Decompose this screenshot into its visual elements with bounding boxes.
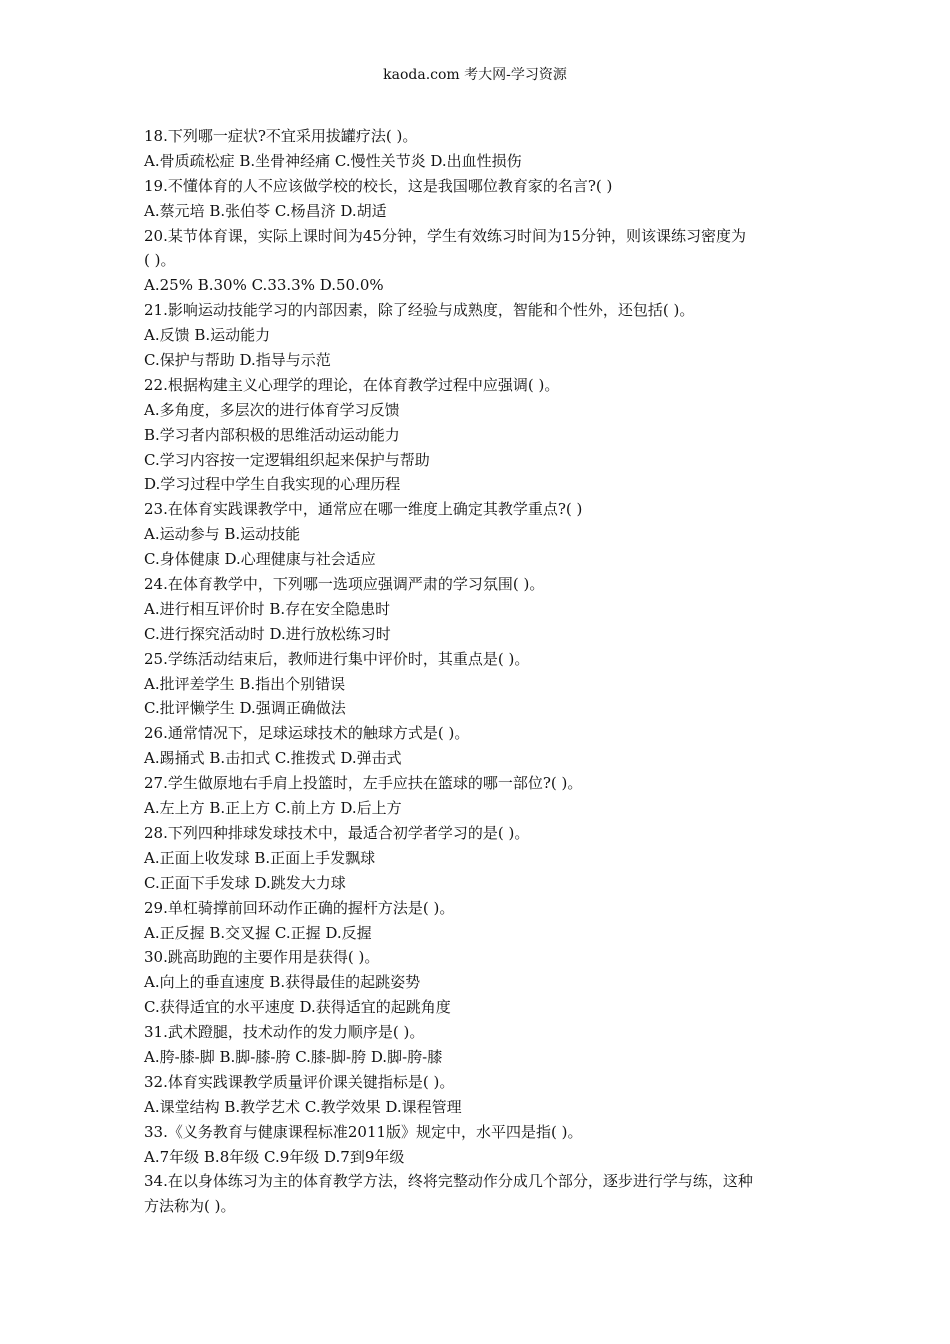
text-line: 28.下列四种排球发球技术中，最适合初学者学习的是( )。 (144, 823, 530, 842)
text-line: A.7年级 B.8年级 C.9年级 D.7到9年级 (144, 1147, 405, 1166)
text-line: A.向上的垂直速度 B.获得最佳的起跳姿势 (144, 973, 421, 992)
text-line: C.正面下手发球 D.跳发大力球 (144, 873, 346, 892)
text-line: 32.体育实践课教学质量评价课关键指标是( )。 (144, 1072, 455, 1091)
text-line: 30.跳高助跑的主要作用是获得( )。 (144, 948, 380, 967)
text-line: 方法称为( )。 (144, 1197, 236, 1216)
document-body (144, 124, 812, 1219)
text-line: A.课堂结构 B.教学艺术 C.教学效果 D.课程管理 (144, 1097, 462, 1116)
text-line: 23.在体育实践课教学中，通常应在哪一维度上确定其教学重点?( ) (144, 500, 583, 519)
text-line: C.身体健康 D.心理健康与社会适应 (144, 550, 376, 569)
text-line: 25.学练活动结束后，教师进行集中评价时，其重点是( )。 (144, 649, 530, 668)
text-line: A.左上方 B.正上方 C.前上方 D.后上方 (144, 799, 402, 818)
text-line: C.批评懒学生 D.强调正确做法 (144, 699, 346, 718)
text-line: 29.单杠骑撑前回环动作正确的握杆方法是( )。 (144, 898, 455, 917)
text-line: A.25% B.30% C.33.3% D.50.0% (144, 276, 384, 295)
text-line: 22.根据构建主义心理学的理论，在体育教学过程中应强调( )。 (144, 375, 560, 394)
text-line: 24.在体育教学中，下列哪一选项应强调严肃的学习氛围( )。 (144, 575, 545, 594)
text-line: 34.在以身体练习为主的体育教学方法，终将完整动作分成几个部分，逐步进行学与练，这种 (144, 1172, 753, 1191)
text-line: ( )。 (144, 251, 176, 270)
text-line: A.反馈 B.运动能力 (144, 326, 271, 345)
text-line: A.正反握 B.交叉握 C.正握 D.反握 (144, 923, 372, 942)
text-line: 20.某节体育课，实际上课时间为45分钟，学生有效练习时间为15分钟，则该课练习密度为 (144, 226, 747, 245)
text-line: C.进行探究活动时 D.进行放松练习时 (144, 624, 391, 643)
text-line: 31.武术蹬腿，技术动作的发力顺序是( )。 (144, 1023, 425, 1042)
text-line: A.进行相互评价时 B.存在安全隐患时 (144, 599, 391, 618)
text-line: C.学习内容按一定逻辑组织起来保护与帮助 (144, 450, 430, 469)
text-line: A.运动参与 B.运动技能 (144, 525, 301, 544)
text-line: C.保护与帮助 D.指导与示范 (144, 351, 331, 370)
text-line: 19.不懂体育的人不应该做学校的校长，这是我国哪位教育家的名言?( ) (144, 176, 613, 195)
text-line: 33.《义务教育与健康课程标准2011版》规定中，水平四是指( )。 (144, 1122, 583, 1141)
text-line: B.学习者内部积极的思维活动运动能力 (144, 425, 400, 444)
page-header: kaoda.com 考大网-学习资源 (383, 67, 567, 83)
text-line: A.正面上收发球 B.正面上手发飘球 (144, 848, 376, 867)
text-line: 21.影响运动技能学习的内部因素，除了经验与成熟度，智能和个性外，还包括( )。 (144, 301, 695, 320)
text-line: A.蔡元培 B.张伯苓 C.杨昌济 D.胡适 (144, 201, 387, 220)
text-line: A.骨质疏松症 B.坐骨神经痛 C.慢性关节炎 D.出血性损伤 (144, 151, 522, 170)
text-line: D.学习过程中学生自我实现的心理历程 (144, 475, 401, 494)
text-line: 27.学生做原地右手肩上投篮时，左手应扶在篮球的哪一部位?( )。 (144, 774, 583, 793)
text-line: C.获得适宜的水平速度 D.获得适宜的起跳角度 (144, 998, 451, 1017)
text-line: 18.下列哪一症状?不宜采用拔罐疗法( )。 (144, 127, 418, 145)
text-line: A.胯-膝-脚 B.脚-膝-胯 C.膝-脚-胯 D.脚-胯-膝 (144, 1047, 443, 1066)
text-line: A.多角度，多层次的进行体育学习反馈 (144, 400, 400, 419)
text-line: A.批评差学生 B.指出个别错误 (144, 674, 346, 693)
text-line: A.踢捅式 B.击扣式 C.推拨式 D.弹击式 (144, 749, 402, 768)
text-line: 26.通常情况下，足球运球技术的触球方式是( )。 (144, 724, 470, 743)
